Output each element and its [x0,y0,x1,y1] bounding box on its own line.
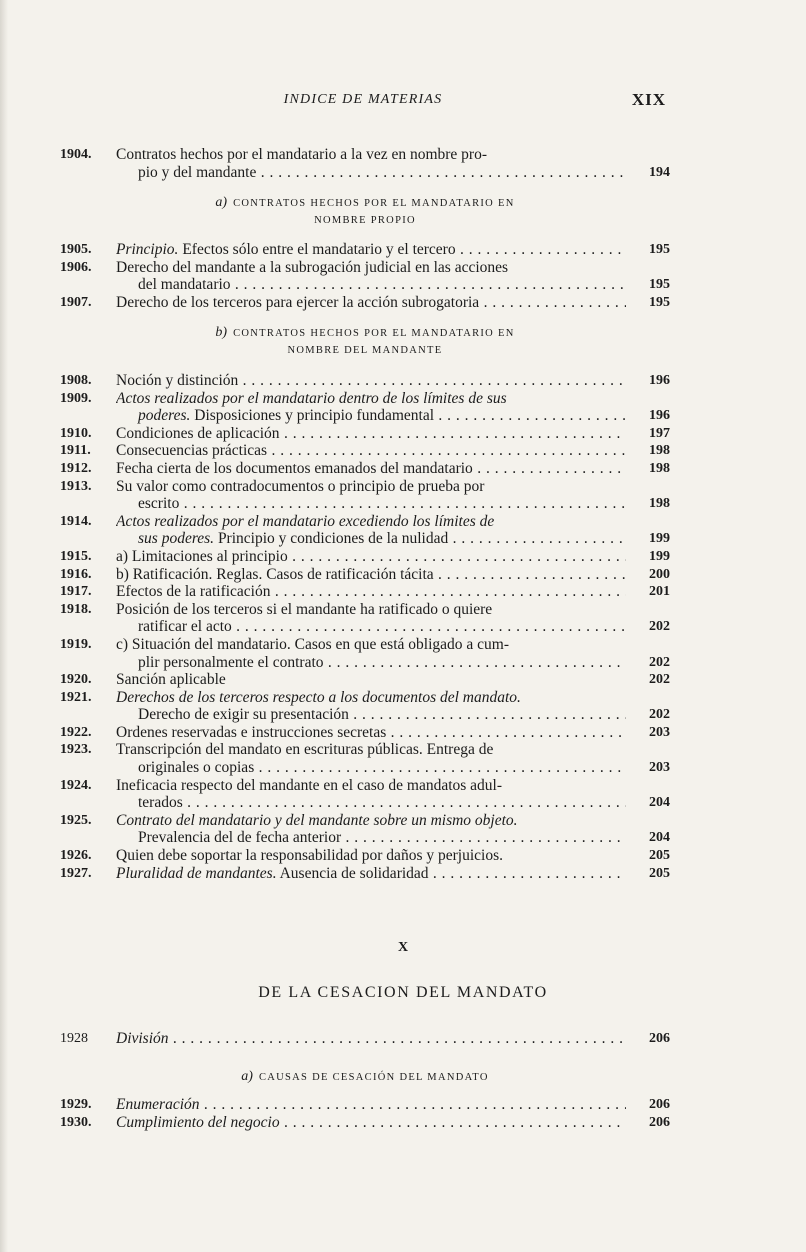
entry-text: Condiciones de aplicación . . . [116,425,626,443]
section-number: X [397,940,409,955]
entry-page: 195 [649,294,670,310]
toc-entry [60,636,670,671]
entry-number: 1913. [60,478,92,494]
entry-text: Ausencia de solidaridad [276,864,429,882]
toc-entry [60,513,670,548]
entry-text: Su valor como contradocumentos o principio de prueba por [116,477,485,495]
entry-number: 1905. [60,242,92,257]
entry-text: Quien debe soportar la responsabilidad por daños y perjuicios. [116,847,503,865]
entry-page: 195 [649,242,670,257]
entry-page: 197 [649,425,670,441]
entry-number: 1916. [60,566,92,582]
entry-page: 198 [649,443,670,459]
toc-entry [60,478,670,513]
entry-text: Actos realizados por el mandatario excediendo los límites de [116,512,495,530]
entry-text: Prevalencia del de fecha anterior . . . [116,829,626,847]
entry-page: 203 [649,724,670,740]
entry-text: Ordenes reservadas e instrucciones secretas . . . [116,724,626,742]
subsection-line: CONTRATOS HECHOS POR EL MANDATARIO EN [233,328,515,339]
entry-text: c) Situación del mandatario. Casos en que está obligado a cum- [116,635,509,653]
entry-number: 1927. [60,865,92,881]
entry-number: 1925. [60,812,92,828]
entry-lead: Enumeración [116,1096,200,1113]
entry-lead: Principio. [116,241,179,258]
subsection-line: NOMBRE DEL MANDANTE [287,345,443,356]
toc-entry [60,847,670,865]
toc-entry [60,425,670,443]
toc-entry [60,741,670,776]
entry-page: 205 [649,848,670,864]
entry-number: 1922. [60,724,92,740]
toc-entry [60,460,670,478]
entry-page: 206 [649,1114,670,1130]
entry-text: originales o copias . . . [116,759,626,777]
entry-number: 1906. [60,259,92,275]
entry-text: Derechos de los terceros respecto a los documentos del mandato. [116,688,521,706]
entry-text: Efectos de la ratificación . . . [116,583,626,601]
entry-number: 1921. [60,689,92,705]
toc-entry [60,566,670,584]
entry-text: Noción y distinción . . . [116,372,626,390]
toc-entry [60,548,670,566]
entry-page: 196 [649,408,670,424]
entry-page: 198 [649,460,670,476]
entry-page: 203 [649,760,670,776]
entry-text: poderes. [138,407,191,425]
entry-number: 1920. [60,672,92,688]
toc-entry [60,1030,670,1048]
entry-page: 204 [649,795,670,811]
entry-page: 196 [649,373,670,388]
entry-text: escrito . . . [116,495,626,513]
entry-number: 1918. [60,601,92,617]
entry-page: 202 [649,707,670,723]
entry-lead: Cumplimiento del negocio [116,1113,280,1131]
entry-text: plir personalmente el contrato . . . [116,654,626,672]
entry-text: Consecuencias prácticas . . . [116,442,626,460]
entry-number: 1929. [60,1097,92,1112]
entry-number: 1919. [60,636,92,652]
toc-entry [60,777,670,812]
entry-number: 1910. [60,425,92,441]
entry-text: Disposiciones y principio fundamental [190,407,435,425]
entry-text: Derecho de exigir su presentación . . . [116,706,626,724]
running-head-title: INDICE DE MATERIAS [283,92,443,107]
subsection-line: NOMBRE PROPIO [314,215,416,226]
entry-number: 1926. [60,848,92,864]
entry-page: 202 [649,672,670,688]
entry-number: 1908. [60,373,92,388]
toc-entry [60,812,670,847]
toc-entry [60,259,670,294]
toc-entry [60,241,670,259]
entry-text: Sanción aplicable [116,671,226,689]
toc-entry [60,583,670,601]
entry-number: 1930. [60,1114,92,1130]
entry-number: 1912. [60,460,92,476]
subsection-letter: a) [215,195,228,210]
entry-page: 198 [649,496,670,512]
subsection-line: CAUSAS DE CESACIÓN DEL MANDATO [258,1072,489,1083]
toc-entry [60,865,670,883]
entry-page: 200 [649,566,670,582]
entry-number: 1928 [60,1031,88,1046]
subsection-letter: a) [241,1069,253,1084]
entry-page: 199 [649,531,670,547]
toc-entry [60,1114,670,1132]
entry-number: 1911. [60,443,91,459]
entry-text: terados . . . [116,794,626,812]
page-edge [0,0,8,1252]
entry-number: 1917. [60,584,92,600]
entry-number: 1914. [60,513,92,529]
entry-text: del mandatario . . . [116,276,626,294]
entry-text: sus poderes. [138,530,215,548]
subsection-line: CONTRATOS HECHOS POR EL MANDATARIO EN [233,198,515,209]
entry-number: 1924. [60,777,92,793]
toc-entry [60,294,670,312]
entry-page: 199 [649,548,670,564]
toc-entry [60,1096,670,1114]
toc-block-5 [60,1096,670,1131]
toc-entry [60,390,670,425]
entry-page: 194 [649,164,670,180]
toc-entry [60,601,670,636]
entry-text: Principio y condiciones de la nulidad [214,530,449,548]
entry-page: 206 [649,1031,670,1046]
subsection-letter: b) [215,325,228,340]
page-number: XIX [631,90,666,109]
entry-lead: División [116,1030,169,1047]
entry-text: Derecho de los terceros para ejercer la acción subrogatoria . . . [116,294,626,312]
section-title: DE LA CESACION DEL MANDATO [258,984,548,1001]
toc-entry [60,372,670,390]
entry-page: 205 [649,865,670,881]
toc-block-3 [60,372,670,882]
entry-number: 1923. [60,742,92,758]
entry-text: a) Limitaciones al principio . . . [116,548,626,566]
entry-text: Derecho del mandante a la subrogación judicial en las acciones [116,258,509,276]
toc-entry [60,689,670,724]
entry-text: ratificar el acto . . . [116,618,626,636]
entry-number: 1915. [60,548,92,564]
entry-text: Fecha cierta de los documentos emanados del mandatario . . . [116,460,626,478]
toc-entry [60,146,670,181]
entry-page: 201 [649,584,670,600]
subsection-heading-a [60,194,670,229]
toc-entry [60,442,670,460]
toc-block-1 [60,146,670,181]
entry-page: 195 [649,277,670,293]
entry-lead: Pluralidad de mandantes. [116,864,277,882]
entry-number: 1904. [60,147,92,162]
entry-text: Contrato del mandatario y del mandante sobre un mismo objeto. [116,811,518,829]
subsection-heading-b [60,324,670,359]
running-head [60,92,666,112]
toc-entry [60,724,670,742]
entry-text: Efectos sólo entre el mandatario y el tercero [178,241,456,258]
entry-page: 202 [649,654,670,670]
entry-text: Contratos hechos por el mandatario a la vez en nombre pro- [116,146,488,163]
toc-block-2 [60,241,670,311]
toc-block-4 [60,1030,670,1048]
entry-text: Posición de los terceros si el mandante ha ratificado o quiere [116,600,493,618]
entry-number: 1909. [60,390,92,406]
entry-text: pio y del mandante . . . [116,164,626,182]
subsection-heading-c [60,1068,670,1086]
entry-text: Ineficacia respecto del mandante en el caso de mandatos adul- [116,776,503,794]
entry-text: b) Ratificación. Reglas. Casos de ratificación tácita . . . [116,566,626,584]
entry-page: 206 [649,1097,670,1112]
entry-number: 1907. [60,294,92,310]
entry-page: 204 [649,830,670,846]
toc-entry [60,671,670,689]
entry-page: 202 [649,619,670,635]
entry-text: Transcripción del mandato en escrituras públicas. Entrega de [116,741,494,759]
entry-text: Actos realizados por el mandatario dentro de los límites de sus [116,389,507,407]
